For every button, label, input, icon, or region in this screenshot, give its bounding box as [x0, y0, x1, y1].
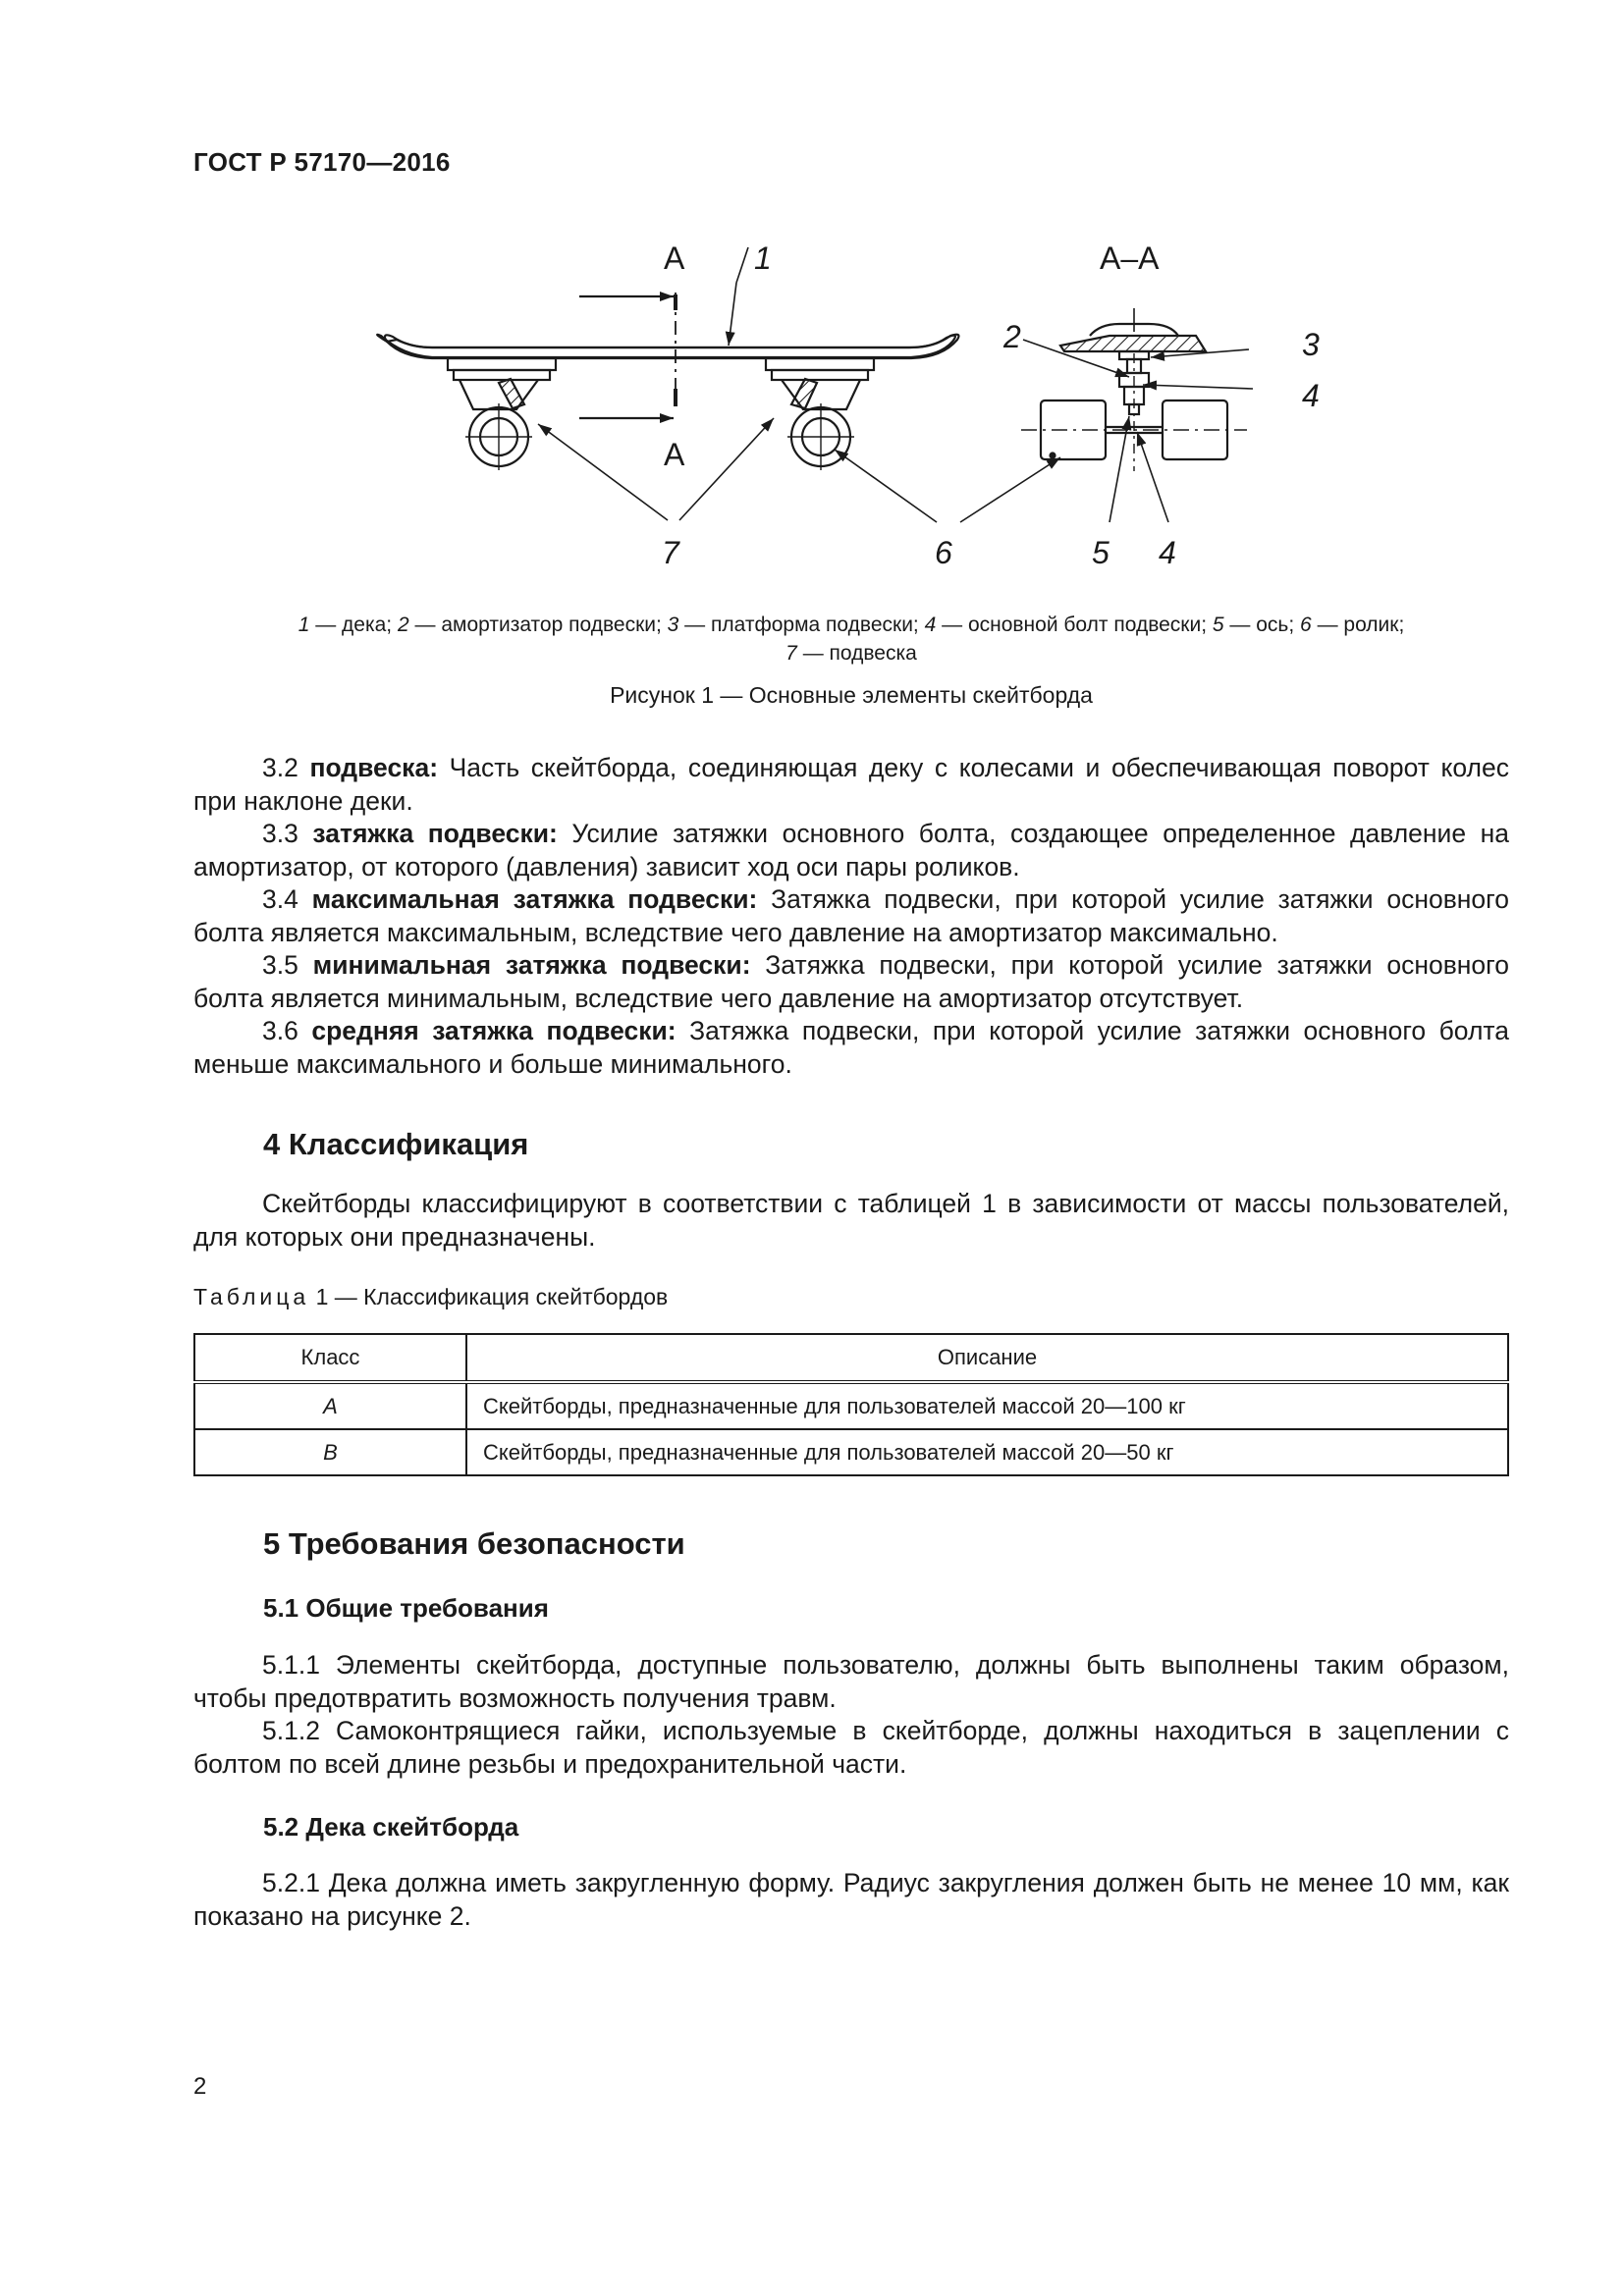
callout-7: 7: [662, 535, 679, 570]
callout-5: 5: [1092, 535, 1110, 570]
definition-3-2: 3.2 подвеска: Часть скейтборда, соединяющая деку с колесами и обеспечивающая поворот колес при наклоне деки.: [193, 753, 1510, 816]
definition-3-4: 3.4 максимальная затяжка подвески: Затяжка подвески, при которой усилие затяжки основного болта является максимальным, вследствие чего давление на амортизатор максимально.: [193, 884, 1509, 947]
section-a-bottom-label: А: [664, 437, 685, 472]
callout-1: 1: [754, 240, 772, 276]
section-4-heading: 4 Классификация: [263, 1127, 529, 1161]
cell-class: А: [194, 1382, 466, 1429]
document-header: ГОСТ Р 57170—2016: [193, 147, 451, 177]
definition-3-3: 3.3 затяжка подвески: Усилие затяжки основного болта, создающее определенное давление на амортизатор, от которого (давления) зависит ход оси пары роликов.: [193, 819, 1510, 881]
page-number: 2: [193, 2073, 207, 2100]
header-class: Класс: [194, 1334, 466, 1382]
table-1-caption: Таблица 1 — Классификация скейтбордов: [193, 1284, 669, 1309]
table-row: [194, 1429, 1508, 1475]
definition-3-6: 3.6 средняя затяжка подвески: Затяжка подвески, при которой усилие затяжки основного болта меньше максимального и больше минимального.: [193, 1016, 1510, 1079]
cell-description: Скейтборды, предназначенные для пользователей массой 20—50 кг: [466, 1429, 1508, 1475]
callout-4-lower: 4: [1159, 535, 1176, 570]
paragraph-5-2-1: 5.2.1 Дека должна иметь закругленную форму. Радиус закругления должен быть не менее 10 мм, как показано на рисунке 2.: [193, 1868, 1509, 1931]
paragraph-5-1-2: 5.1.2 Самоконтрящиеся гайки, используемые в скейтборде, должны находиться в зацеплении с болтом по всей длине резьбы и предохранительной части.: [193, 1716, 1509, 1779]
figure-legend: 1 — дека; 2 — амортизатор подвески; 3 — платформа подвески; 4 — основной болт подвески; 5 — ось; 6 — ролик; 7 — подвеска: [298, 614, 1405, 665]
section-a-top-label: А: [664, 240, 685, 276]
subsection-5-2-heading: 5.2 Дека скейтборда: [263, 1812, 519, 1842]
section-4-paragraph: Скейтборды классифицируют в соответствии с таблицей 1 в зависимости от массы пользователей, для которых они предназначены.: [193, 1189, 1509, 1252]
callout-2: 2: [1003, 319, 1021, 354]
figure-caption: Рисунок 1 — Основные элементы скейтборда: [610, 682, 1093, 708]
cell-description: Скейтборды, предназначенные для пользователей массой 20—100 кг: [466, 1382, 1508, 1429]
skateboard-figure: [363, 226, 1335, 579]
paragraph-5-1-1: 5.1.1 Элементы скейтборда, доступные пользователю, должны быть выполнены таким образом, чтобы предотвратить возможность получения травм.: [193, 1650, 1509, 1713]
callout-3: 3: [1302, 327, 1320, 362]
header-description: Описание: [466, 1334, 1508, 1382]
cell-class: В: [194, 1429, 466, 1475]
section-5-heading: 5 Требования безопасности: [263, 1526, 685, 1561]
classification-table: [193, 1333, 1509, 1476]
definition-3-5: 3.5 минимальная затяжка подвески: Затяжка подвески, при которой усилие затяжки основного болта является минимальным, вследствие чего давление на амортизатор отсутствует.: [193, 950, 1509, 1013]
callout-6: 6: [935, 535, 952, 570]
table-row: [194, 1382, 1508, 1429]
table-header-row: [194, 1334, 1508, 1382]
subsection-5-1-heading: 5.1 Общие требования: [263, 1593, 549, 1623]
section-aa-label: А–А: [1100, 240, 1160, 276]
deck-outline: [377, 335, 955, 357]
callout-4-upper: 4: [1302, 378, 1320, 413]
